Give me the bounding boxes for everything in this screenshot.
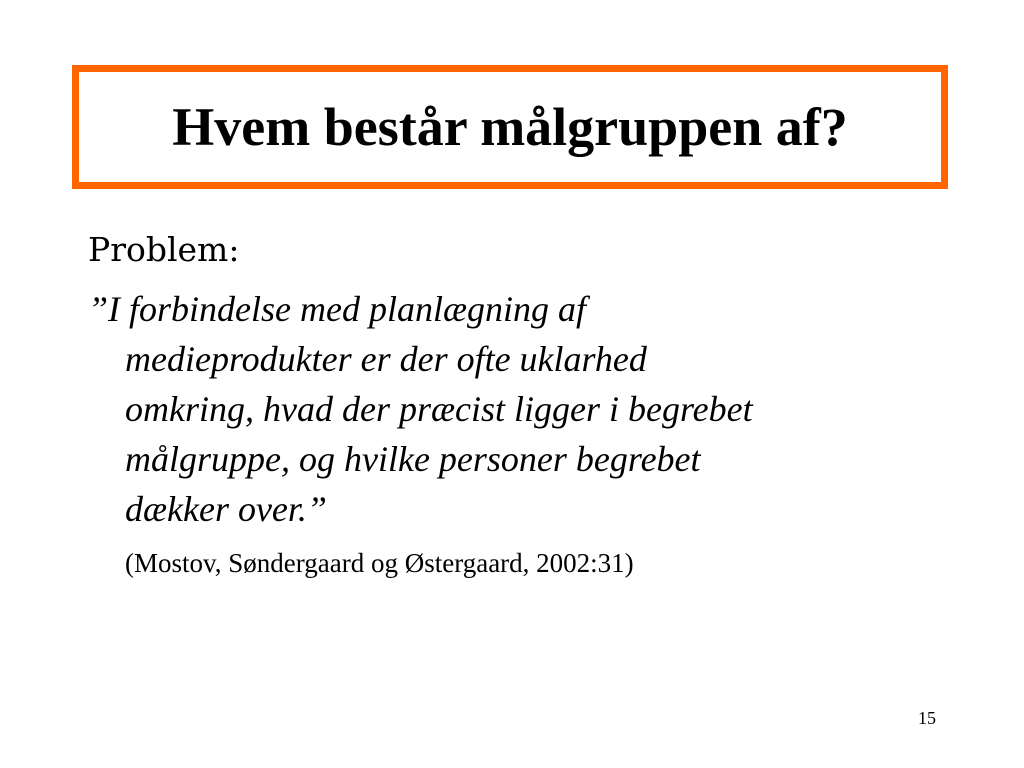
slide-content bbox=[88, 228, 948, 580]
quote-line: målgruppe, og hvilke personer begrebet bbox=[125, 439, 701, 479]
quote-line: ”I forbindelse med planlægning af bbox=[88, 289, 586, 329]
problem-heading: Problem: bbox=[88, 230, 240, 269]
title-box bbox=[72, 65, 948, 189]
quote-line: dækker over.” bbox=[125, 489, 327, 529]
quote-line: omkring, hvad der præcist ligger i begrebet bbox=[125, 389, 753, 429]
quote-block bbox=[88, 284, 948, 534]
quote-line: medieprodukter er der ofte uklarhed bbox=[125, 339, 647, 379]
page-number: 15 bbox=[918, 708, 936, 728]
slide-title: Hvem består målgruppen af? bbox=[172, 97, 848, 157]
citation: (Mostov, Søndergaard og Østergaard, 2002:31) bbox=[125, 548, 634, 578]
